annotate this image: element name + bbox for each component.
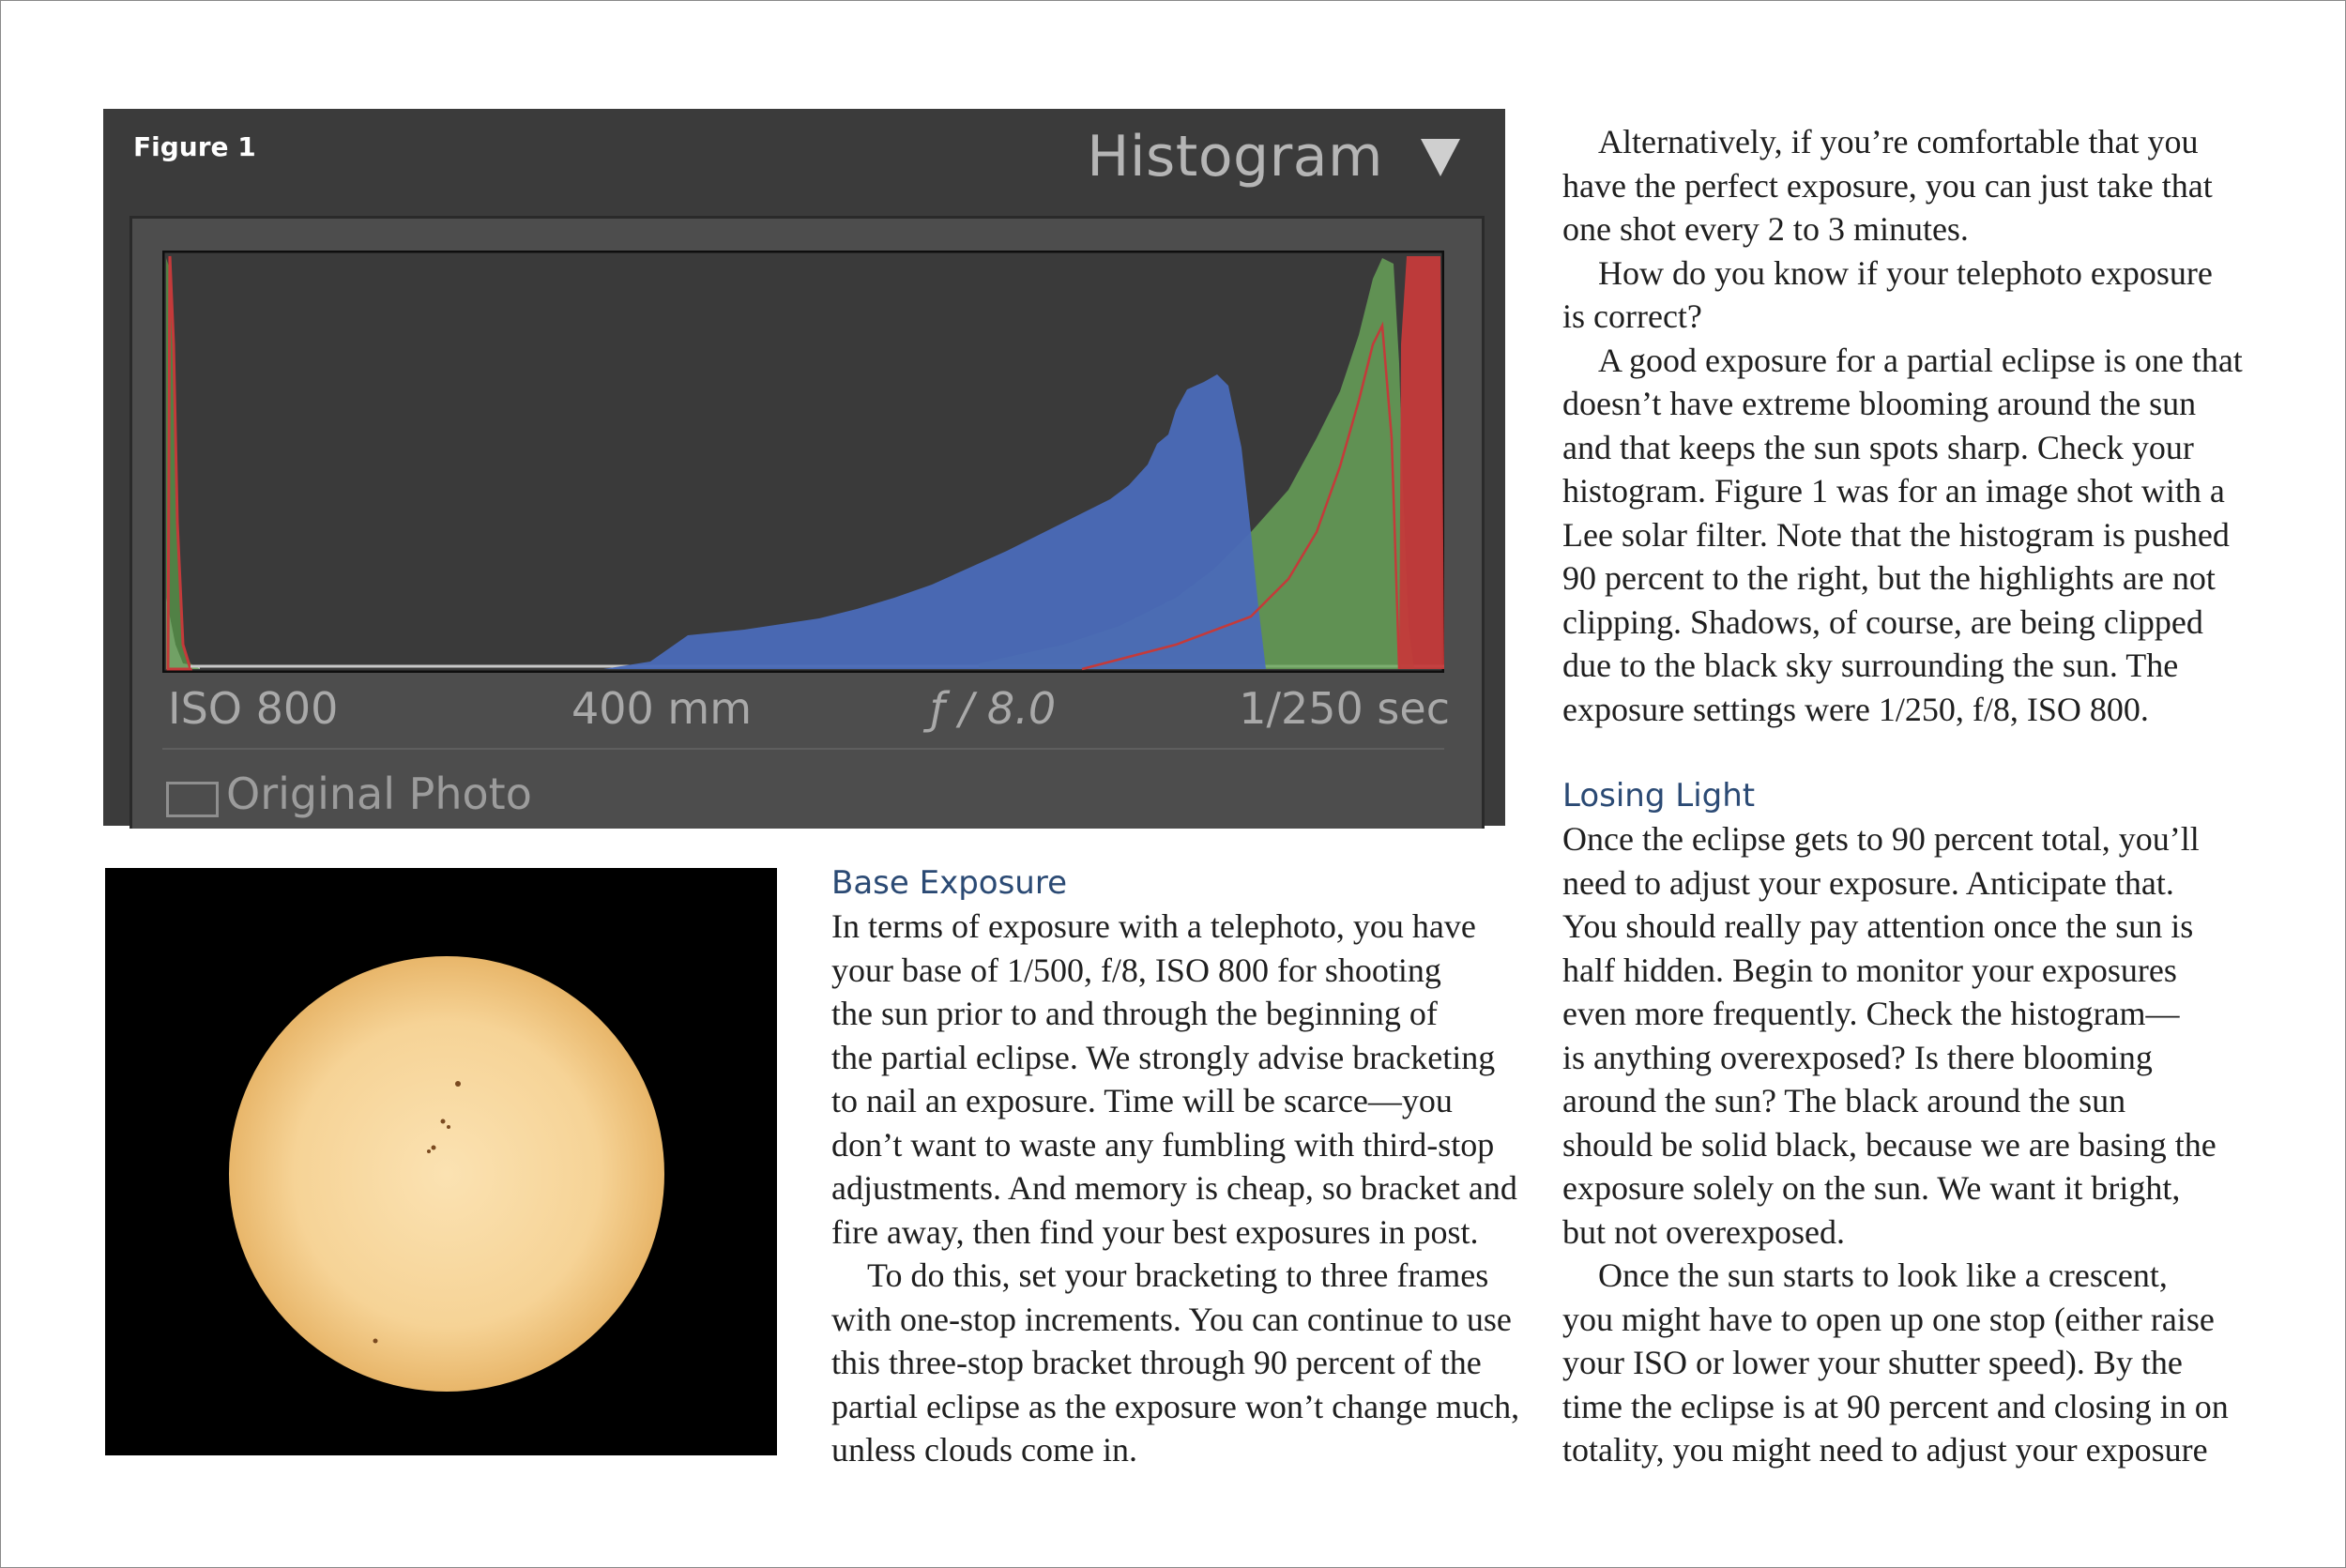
heading-base-exposure: Base Exposure bbox=[831, 864, 1067, 902]
sun-photo bbox=[105, 868, 777, 1455]
sunspot bbox=[427, 1149, 431, 1153]
text-line: How do you know if your telephoto exposure bbox=[1598, 253, 2213, 292]
iso-readout: ISO 800 bbox=[168, 683, 339, 734]
text-line: with one-stop increments. You can continue to use bbox=[831, 1300, 1512, 1338]
text-line: 90 percent to the right, but the highlights are not bbox=[1562, 559, 2216, 597]
base-exposure-column bbox=[831, 861, 1526, 1472]
text-line: even more frequently. Check the histogram— bbox=[1562, 995, 2180, 1032]
text-line: fire away, then find your best exposures in post. bbox=[831, 1212, 1479, 1251]
text-line: To do this, set your bracketing to three frames bbox=[867, 1256, 1489, 1294]
histogram-graph bbox=[162, 251, 1444, 673]
text-line: In terms of exposure with a telephoto, you have bbox=[831, 907, 1476, 945]
text-line: don’t want to waste any fumbling with third-stop bbox=[831, 1125, 1495, 1164]
original-photo-checkbox[interactable] bbox=[166, 782, 219, 817]
text-line: doesn’t have extreme blooming around the sun bbox=[1562, 385, 2197, 422]
figure-label: Figure 1 bbox=[133, 131, 256, 162]
text-line: due to the black sky surrounding the sun. The bbox=[1562, 647, 2179, 684]
histogram-panel bbox=[103, 109, 1505, 826]
text-line: Once the sun starts to look like a crescent, bbox=[1598, 1256, 2168, 1294]
text-line: you might have to open up one stop (either raise bbox=[1562, 1300, 2215, 1338]
text-line: the partial eclipse. We strongly advise bracketing bbox=[831, 1038, 1496, 1076]
text-line: You should really pay attention once the sun is bbox=[1562, 907, 2194, 945]
text-line: totality, you might need to adjust your exposure bbox=[1562, 1431, 2208, 1469]
text-line: this three-stop bracket through 90 percent of the bbox=[831, 1344, 1482, 1381]
text-line: the sun prior to and through the beginning of bbox=[831, 995, 1438, 1032]
text-line: need to adjust your exposure. Anticipate that. bbox=[1562, 863, 2174, 902]
text-line: around the sun? The black around the sun bbox=[1562, 1082, 2126, 1119]
text-line: is anything overexposed? Is there blooming bbox=[1562, 1038, 2153, 1076]
heading-losing-light: Losing Light bbox=[1562, 777, 1756, 814]
text-line: time the eclipse is at 90 percent and closing in on bbox=[1562, 1387, 2229, 1425]
sunspot bbox=[455, 1081, 461, 1087]
right-column bbox=[1562, 120, 2257, 1472]
text-line: is correct? bbox=[1562, 297, 1702, 335]
text-line: your ISO or lower your shutter speed). By the bbox=[1562, 1344, 2183, 1381]
text-line: partial eclipse as the exposure won’t change much, bbox=[831, 1387, 1520, 1425]
original-photo-label: Original Photo bbox=[226, 769, 532, 819]
sunspot bbox=[447, 1125, 450, 1129]
histogram-title: Histogram bbox=[1087, 124, 1383, 190]
text-line: Lee solar filter. Note that the histogram is pushed bbox=[1562, 515, 2230, 554]
sunspot bbox=[373, 1339, 378, 1344]
text-line: your base of 1/500, f/8, ISO 800 for shooting bbox=[831, 951, 1441, 989]
text-line: clipping. Shadows, of course, are being clipped bbox=[1562, 602, 2203, 641]
shutter-readout: 1/250 sec bbox=[1239, 683, 1450, 734]
histogram-inner bbox=[129, 216, 1485, 829]
text-line: adjustments. And memory is cheap, so bracket and bbox=[831, 1169, 1517, 1207]
text-line: exposure solely on the sun. We want it bright, bbox=[1562, 1169, 2181, 1207]
aperture-readout: ƒ / 8.0 bbox=[930, 683, 1057, 734]
text-line: but not overexposed. bbox=[1562, 1212, 1845, 1251]
text-line: to nail an exposure. Time will be scarce—you bbox=[831, 1082, 1453, 1119]
sun-disc bbox=[229, 956, 664, 1392]
focal-length-readout: 400 mm bbox=[571, 683, 753, 734]
text-line: and that keeps the sun spots sharp. Check your bbox=[1562, 428, 2194, 466]
triangle-down-icon[interactable] bbox=[1421, 139, 1460, 176]
text-line: have the perfect exposure, you can just take that bbox=[1562, 166, 2213, 205]
text-line: histogram. Figure 1 was for an image shot with a bbox=[1562, 472, 2225, 510]
text-line: Alternatively, if you’re comfortable that you bbox=[1598, 123, 2199, 160]
histogram-divider bbox=[162, 748, 1444, 750]
text-line: one shot every 2 to 3 minutes. bbox=[1562, 210, 1969, 248]
text-line: exposure settings were 1/250, f/8, ISO 800. bbox=[1562, 690, 2149, 728]
histogram-red-spike bbox=[1399, 256, 1444, 669]
text-line: half hidden. Begin to monitor your exposures bbox=[1562, 951, 2177, 989]
sunspot bbox=[432, 1146, 436, 1150]
text-line: should be solid black, because we are basing the bbox=[1562, 1125, 2217, 1164]
sunspot bbox=[441, 1119, 446, 1124]
text-line: unless clouds come in. bbox=[831, 1431, 1137, 1469]
text-line: Once the eclipse gets to 90 percent total, you’ll bbox=[1562, 820, 2200, 858]
paragraph-gap bbox=[1562, 731, 2257, 774]
text-line: A good exposure for a partial eclipse is one that bbox=[1598, 341, 2243, 379]
